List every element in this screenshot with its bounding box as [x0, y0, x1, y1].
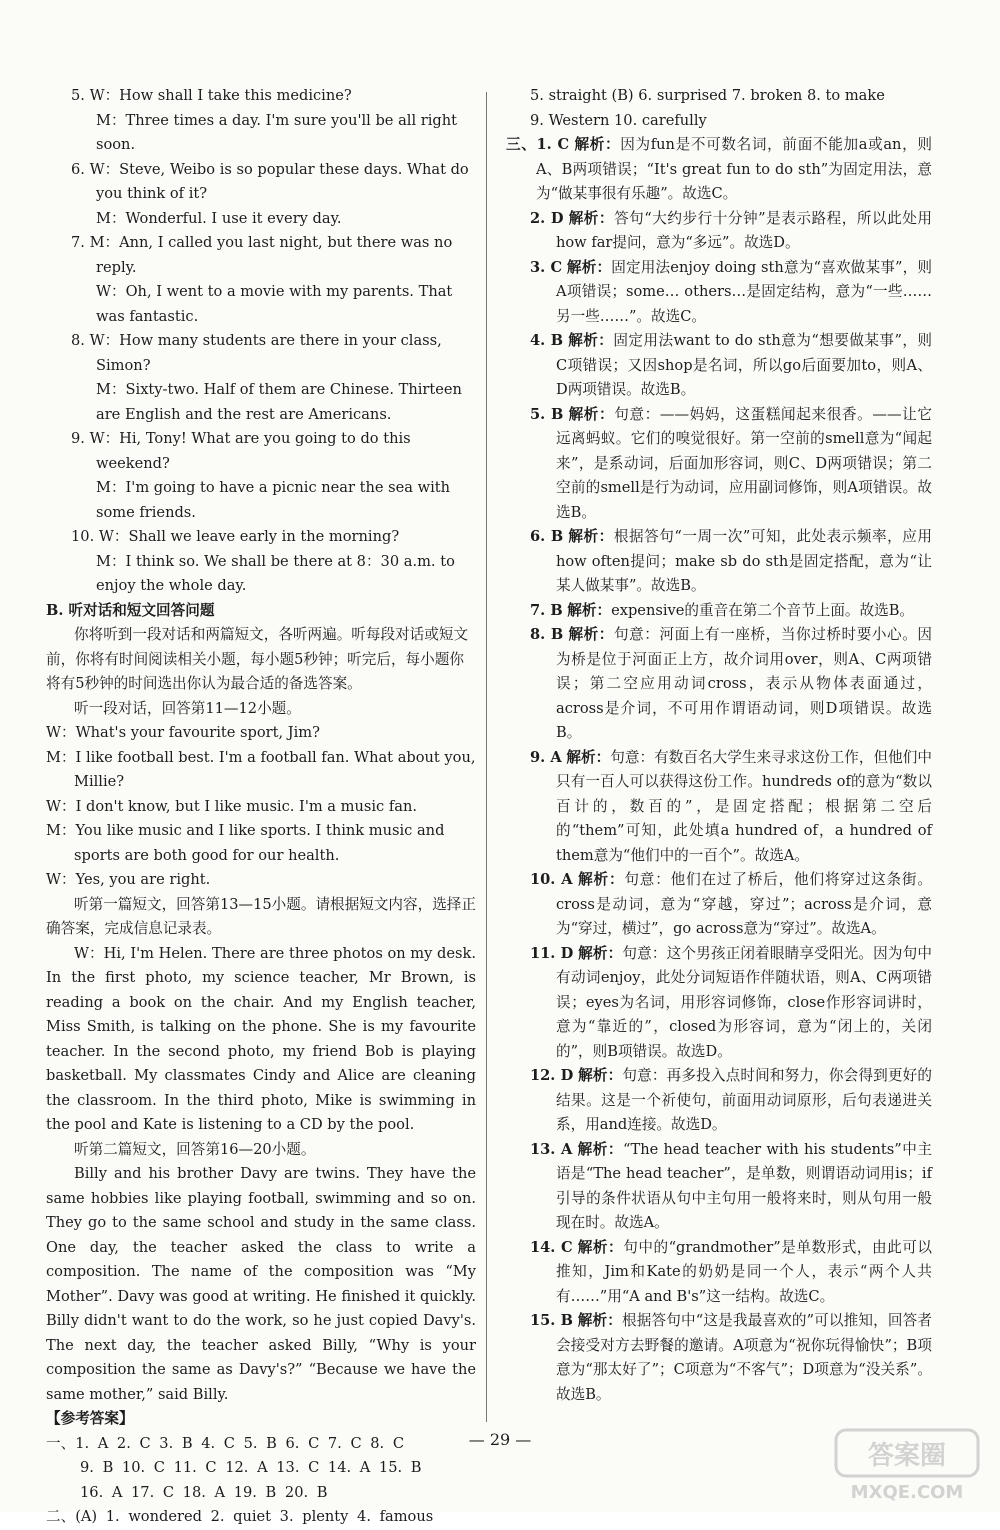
explanation-label: 解析：	[568, 332, 614, 349]
answer-key-heading: 【参考答案】	[46, 1410, 134, 1427]
explanation-list	[506, 133, 932, 1407]
item-number: 5. B	[530, 405, 564, 423]
explanation-label: 解析：	[567, 601, 612, 619]
dialogue-line: M：I'm going to have a picnic near the sea with some friends.	[96, 479, 451, 521]
explanation-item	[506, 623, 932, 746]
explanation-item	[506, 746, 932, 869]
explanation-text: 句意：有数百名大学生来寻求这份工作，但他们中只有一百人可以获得这份工作。hundreds of的意为“数以百计的，数百的”，是固定搭配；根据第二空后的“them”可知，此处填a hundred of，a hundred of them意为“他们中的一百个”。故选A。	[556, 748, 932, 864]
explanation-text: 句意：这个男孩正闭着眼睛享受阳光。因为句中有动词enjoy，此处分词短语作伴随状语，则A、C两项错误；eyes为名词，用形容词修饰，close作形容词讲时，意为“靠近的”，closed为形容词，意为“闭上的，关闭的”，则B项错误。故选D。	[556, 944, 932, 1060]
answer-row: 二、(A) 1. wondered 2. quiet 3. plenty 4. famous	[46, 1508, 434, 1525]
explanation-text: 答句“大约步行十分钟”是表示路程，所以此处用how far提问，意为“多远”。故选D。	[556, 209, 932, 251]
explanation-item	[506, 942, 932, 1065]
explanation-label: 解析：	[578, 1067, 623, 1084]
item-number: 12. D	[530, 1067, 574, 1084]
item-number: 8. B	[530, 626, 564, 643]
explanation-label: 解析：	[566, 748, 611, 766]
listen-prompt: 听第一篇短文，回答第13—15小题。请根据短文内容，选择正确答案，完成信息记录表。	[46, 895, 476, 937]
conversation-line: W：What's your favourite sport, Jim?	[46, 724, 320, 741]
explanation-item	[506, 256, 932, 330]
explanation-item	[506, 207, 932, 256]
explanation-item	[506, 868, 932, 942]
explanation-item	[506, 525, 932, 599]
explanation-text: 句中的“grandmother”是单数形式，由此可以推知，Jim和Kate的奶奶是同一个人，表示“两个人共有……”用“A and B's”这一结构。故选C。	[556, 1238, 932, 1305]
item-number: 7. B	[530, 601, 563, 619]
explanation-item	[506, 1138, 932, 1236]
explanation-label: 解析：	[568, 528, 614, 545]
dialogue-line: W：Oh, I went to a movie with my parents. That was fantastic.	[96, 283, 453, 325]
passage-text: Billy and his brother Davy are twins. They have the same hobbies like playing football, swimming and so on. They go to the same school and study in the same class. One day, the teacher asked the class to write a composition. The name of the composition was “My Mother”. Davy was good at writing. He finished it quickly. Billy didn't want to do the work, so he just copied Davy's. The next day, the teacher asked Billy, “Why is your composition the same as Davy's?” “Because we have the same mother,” said Billy.	[46, 1165, 476, 1403]
item-number: 14. C	[530, 1238, 573, 1256]
explanation-item	[506, 1236, 932, 1310]
dialogue-line: 10. W：Shall we leave early in the morning?	[71, 528, 400, 545]
instructions: 你将听到一段对话和两篇短文，各听两遍。听每段对话或短文前，你将有时间阅读相关小题，每小题5秒钟；听完后，每小题你将有5秒钟的时间选出你认为最合适的备选答案。	[46, 626, 469, 692]
column-divider	[486, 92, 487, 1422]
explanation-item	[506, 133, 932, 207]
dialogue-line: M：Three times a day. I'm sure you'll be all right soon.	[96, 111, 458, 153]
right-column	[506, 84, 932, 1407]
dialogue-line: 7. M：Ann, I called you last night, but there was no reply.	[71, 234, 453, 276]
item-number: 3. C	[530, 258, 563, 276]
svg-text:答案圈: 答案圈	[867, 1441, 947, 1471]
section-heading: B. 听对话和短文回答问题	[46, 601, 215, 619]
passage-text: W：Hi, I'm Helen. There are three photos on my desk. In the first photo, my science teacher, Mr Brown, is reading a book on the chair. And my English teacher, Miss Smith, is talking on the phone. She is my favourite teacher. In the second photo, my friend Bob is playing basketball. My classmates Cindy and Alice are cleaning the classroom. In the third photo, Mike is swimming in the pool and Kate is listening to a CD by the pool.	[46, 944, 476, 1133]
left-column	[46, 84, 476, 1530]
answer-row: 5. straight (B) 6. surprised 7. broken 8. to make	[530, 87, 885, 104]
explanation-text: 句意：再多投入点时间和努力，你会得到更好的结果。这是一个祈使句，前面用动词原形，后句表递进关系，用and连接。故选D。	[556, 1067, 932, 1133]
listen-prompt: 听一段对话，回答第11—12小题。	[74, 699, 301, 717]
explanation-text: 句意：河面上有一座桥，当你过桥时要小心。因为桥是位于河面正上方，故介词用over，则A、C两项错误；第二空应用动词cross，表示从物体表面通过，across是介词，不可用作谓语动词，则D项错误。故选B。	[556, 626, 932, 741]
explanation-item	[506, 403, 932, 526]
explanation-text: 因为fun是不可数名词，前面不能加a或an，则A、B两项错误；“It's great fun to do sth”为固定用法，意为“做某事很有乐趣”。故选C。	[536, 136, 932, 202]
svg-text:MXQE.COM: MXQE.COM	[850, 1482, 964, 1503]
explanation-text: 句意：他们在过了桥后，他们将穿过这条街。cross是动词，意为“穿越，穿过”；across是介词，意为“穿过，横过”，go across意为“穿过”。故选A。	[556, 871, 932, 937]
answer-row: 一、1. A 2. C 3. B 4. C 5. B 6. C 7. C 8. C	[46, 1434, 404, 1452]
explanation-label: 解析：	[566, 258, 612, 276]
explanation-text: “The head teacher with his students”中主语是“The head teacher”，是单数，则谓语动词用is；if引导的条件状语从句中主句用一般将来时，则从句用一般现在时。故选A。	[556, 1140, 932, 1231]
item-number: 13. A	[530, 1140, 573, 1158]
explanation-label: 解析：	[577, 1238, 624, 1256]
item-number: 2. D	[530, 209, 564, 227]
conversation-line: M：I like football best. I'm a football fan. What about you, Millie?	[46, 748, 476, 790]
page-number: — 29 —	[468, 1430, 532, 1449]
item-number: 11. D	[530, 944, 574, 962]
explanation-item	[506, 1064, 932, 1138]
explanation-label: 解析：	[574, 136, 621, 153]
explanation-text: 句意：——妈妈，这蛋糕闻起来很香。——让它远离蚂蚁。它们的嗅觉很好。第一空前的smell意为“闻起来”，是系动词，后面加形容词，则C、D两项错误；第二空前的smell是行为动词，应用副词修饰，则A项错误。故选B。	[556, 405, 932, 521]
explanation-label: 解析：	[568, 405, 615, 423]
answer-row: 16. A 17. C 18. A 19. B 20. B	[80, 1483, 328, 1501]
explanation-text: expensive的重音在第二个音节上面。故选B。	[611, 601, 915, 619]
conversation-line: M：You like music and I like sports. I think music and sports are both good for our health.	[46, 822, 445, 864]
explanation-item	[506, 329, 932, 403]
conversation-line: W：Yes, you are right.	[46, 871, 211, 888]
watermark-logo	[832, 1426, 982, 1504]
explanation-item	[506, 599, 932, 624]
explanation-label: 解析：	[568, 209, 615, 227]
explanation-label: 解析：	[578, 944, 623, 962]
explanation-text: 固定用法want to do sth意为“想要做某事”，则C项错误；又因shop是名词，所以go后面要加to，则A、D两项错误。故选B。	[556, 332, 932, 398]
explanation-label: 解析：	[577, 1140, 624, 1158]
dialogue-line: M：Sixty-two. Half of them are Chinese. Thirteen are English and the rest are Americans.	[96, 381, 462, 423]
listen-prompt: 听第二篇短文，回答第16—20小题。	[74, 1140, 316, 1158]
explanation-text: 根据答句“一周一次”可知，此处表示频率，应用how often提问；make sb do sth是固定搭配，意为“让某人做某事”。故选B。	[556, 528, 932, 594]
dialogue-line: 6. W：Steve, Weibo is so popular these days. What do you think of it?	[71, 160, 469, 202]
answer-row: 9. B 10. C 11. C 12. A 13. C 14. A 15. B	[80, 1459, 422, 1476]
explanation-label: 解析：	[578, 871, 625, 888]
explanation-label: 解析：	[577, 1312, 623, 1329]
dialogue-line: M：Wonderful. I use it every day.	[96, 209, 342, 227]
conversation-line: W：I don't know, but I like music. I'm a music fan.	[46, 797, 417, 815]
item-number: 10. A	[530, 871, 573, 888]
item-number: 4. B	[530, 332, 564, 349]
explanation-label: 解析：	[568, 626, 614, 643]
item-number: 6. B	[530, 528, 564, 545]
dialogue-line: 5. W：How shall I take this medicine?	[71, 87, 352, 104]
explanation-text: 根据答句中“这是我最喜欢的”可以推知，回答者会接受对方去野餐的邀请。A项意为“祝你玩得愉快”；B项意为“那太好了”；C项意为“不客气”；D项意为“没关系”。故选B。	[556, 1312, 932, 1403]
item-number: 三、1. C	[506, 136, 570, 153]
item-number: 9. A	[530, 748, 562, 766]
dialogue-line: 8. W：How many students are there in your class, Simon?	[71, 332, 442, 374]
dialogue-line: M：I think so. We shall be there at 8：30 a.m. to enjoy the whole day.	[96, 552, 455, 594]
item-number: 15. B	[530, 1312, 573, 1329]
dialogue-line: 9. W：Hi, Tony! What are you going to do this weekend?	[71, 430, 411, 472]
answer-row: 9. Western 10. carefully	[530, 111, 707, 129]
explanation-text: 固定用法enjoy doing sth意为“喜欢做某事”，则A项错误；some… others…是固定结构，意为“一些……另一些……”。故选C。	[556, 258, 932, 325]
explanation-item	[506, 1309, 932, 1407]
